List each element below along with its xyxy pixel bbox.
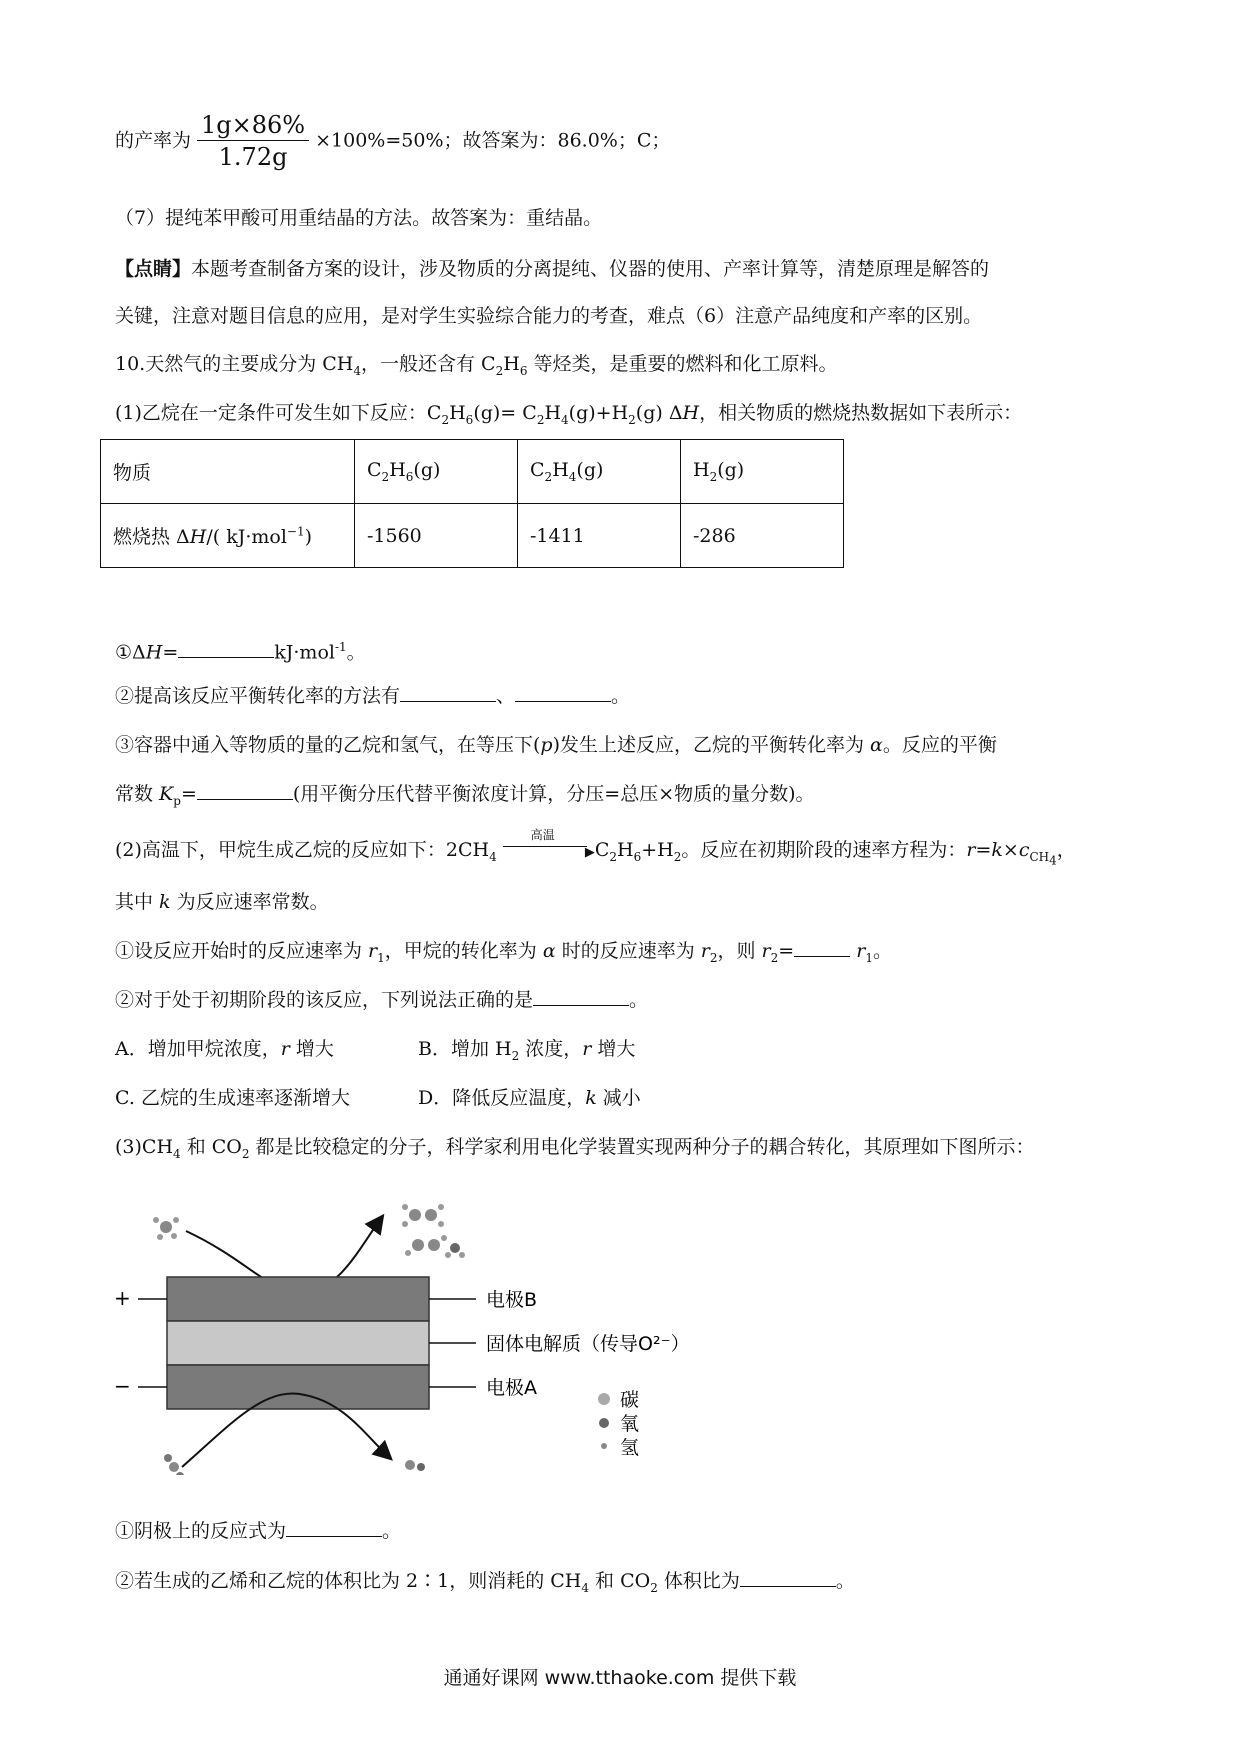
table-cell-ethylene: -1411 [518,504,681,568]
table-cell-hydrogen: -286 [681,504,844,568]
answer-blank[interactable] [740,1568,836,1587]
electrode-a-layer [167,1365,429,1409]
answer-blank[interactable] [178,639,274,658]
legend-hydrogen-icon [601,1443,607,1449]
table-row-label: 燃烧热 ΔH/( kJ·mol$^{-1}$) [101,504,355,568]
table-row [101,440,844,504]
answer-blank[interactable] [515,683,611,702]
sub-q3-line-2: 常数 $K_p=$ (用平衡分压代替平衡浓度计算，分压=总压×物质的量分数)。 [115,783,815,808]
sub-q2-2: ②对于处于初期阶段的该反应，下列说法正确的是 。 [115,989,649,1011]
negative-terminal: − [114,1374,131,1398]
electrode-a-label: 电极A [486,1377,537,1399]
yield-line [115,110,670,173]
answer-blank[interactable] [794,938,850,957]
page-footer: 通通好课网 www.tthaoke.com 提供下载 [443,1667,797,1689]
legend-hydrogen-label: 氢 [620,1437,640,1459]
ethylene-molecule-icon [402,1204,444,1227]
legend-oxygen-label: 氧 [620,1413,640,1435]
sub-q3-line-1: ③容器中通入等物质的量的乙烷和氢气，在等压下(p)发生上述反应，乙烷的平衡转化率为 α。反应的平衡 [115,734,997,756]
yield-prefix: 的产率为 [115,129,192,152]
positive-terminal: + [114,1286,131,1310]
legend-oxygen-icon [599,1418,609,1428]
option-a[interactable]: A．增加甲烷浓度，r 增大 [115,1038,334,1060]
sub-q3-1: ①阴极上的反应式为 。 [115,1520,402,1542]
legend-carbon-label: 碳 [620,1389,640,1411]
comment-text-1: 本题考查制备方案的设计，涉及物质的分离提纯、仪器的使用、产率计算等，清楚原理是解答的 [191,258,990,280]
option-d[interactable]: D．降低反应温度，k 减小 [418,1087,641,1109]
sub-q1: ①ΔH= kJ·mol$^{-1}$。 [115,640,366,664]
table-header-ethane: $C_2H_6(g)$ [355,440,518,504]
co-molecule-icon [405,1460,425,1471]
question-10-3: $(3)CH_4$ 和 $CO_2$ 都是比较稳定的分子，科学家利用电化学装置实现两种分子的耦合转化，其原理如下图所示： [115,1136,1035,1161]
electrolyte-label: 固体电解质（传导O²⁻） [486,1333,690,1355]
sub-q2: ②提高该反应平衡转化率的方法有 、 。 [115,685,631,707]
legend-carbon-icon [598,1393,610,1405]
fraction-denominator: 1.72g [218,143,288,171]
table-cell-ethane: -1560 [355,504,518,568]
question-10-2: (2)高温下，甲烷生成乙烷的反应如下：$2CH_4$ 高温 ▶ $C_2H_6+H_2$。反应在初期阶段的速率方程为：$r=k\times c_{CH_4}$， [115,828,1076,868]
option-b[interactable]: B．增加 $H_2$ 浓度，r 增大 [418,1038,636,1063]
electrolyte-layer [167,1321,429,1365]
comment-line-1 [115,256,989,282]
option-c[interactable]: C. 乙烷的生成速率逐渐增大 [115,1087,350,1109]
fraction-numerator: 1g×86% [197,110,309,141]
answer-blank[interactable] [400,683,496,702]
methane-molecule-icon [153,1217,179,1240]
table-row [101,504,844,568]
question-10: 10.天然气的主要成分为 $CH_4$，一般还含有 $C_2H_6$ 等烃类，是重要的燃料和化工原料。 [115,353,838,378]
table-header-ethylene: $C_2H_4(g)$ [518,440,681,504]
question-10-2-line-2: 其中 k 为反应速率常数。 [115,891,329,913]
answer-blank[interactable] [197,781,293,800]
answer-blank[interactable] [533,987,629,1006]
sub-q3-2: ②若生成的乙烯和乙烷的体积比为 2∶1，则消耗的 $CH_4$ 和 $CO_2$ 体积比为 。 [115,1570,855,1595]
electrode-b-label: 电极B [486,1289,538,1311]
question-10-1: (1)乙烷在一定条件可发生如下反应：$C_2H_6(g)= C_2H_4(g)+H_2(g)$ ΔH，相关物质的燃烧热数据如下表所示： [115,402,1023,427]
reaction-arrow: 高温 ▶ [503,836,595,856]
comment-label: 【点睛】 [115,258,192,280]
yield-suffix: ×100%=50%；故答案为：86.0%；C； [315,129,671,152]
sub-q2-1: ①设反应开始时的反应速率为 $r_1$，甲烷的转化率为 α 时的反应速率为 $r_2$，则 $r_2= r_1$。 [115,940,892,965]
ethane-water-molecule-icon [405,1235,465,1258]
table-header-substance: 物质 [101,440,355,504]
yield-fraction [197,110,309,173]
electrochemical-device-diagram [100,1085,720,1475]
electrode-b-layer [167,1277,429,1321]
table-header-hydrogen: $H_2(g)$ [681,440,844,504]
comment-line-2: 关键，注意对题目信息的应用，是对学生实验综合能力的考查，难点（6）注意产品纯度和产率的区别。 [115,305,983,327]
combustion-heat-table [100,439,844,568]
line-7: （7）提纯苯甲酸可用重结晶的方法。故答案为：重结晶。 [115,207,603,229]
co2-molecule-icon [164,1454,184,1475]
answer-blank[interactable] [286,1518,382,1537]
